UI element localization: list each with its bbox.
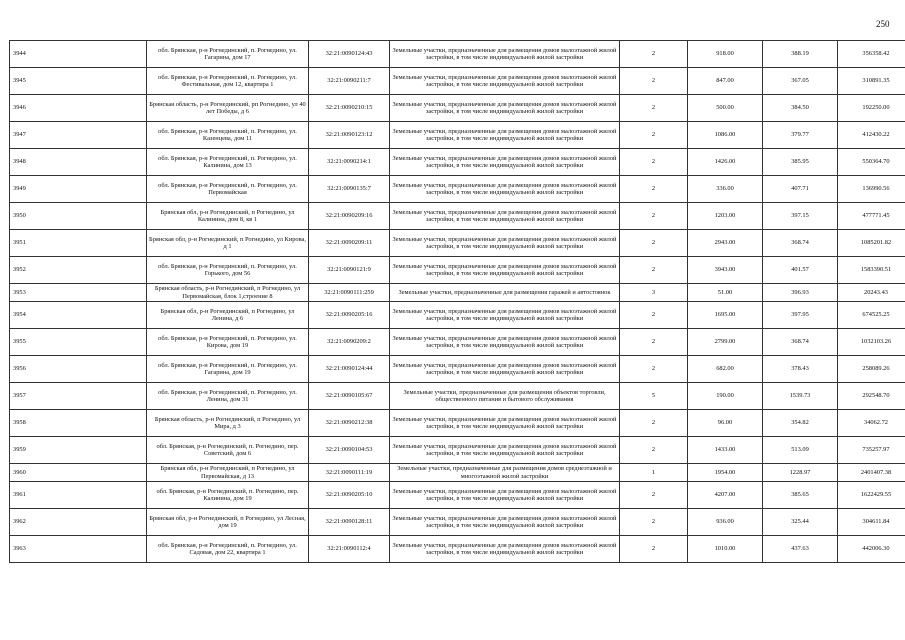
area-cell: 1954.00 — [688, 464, 763, 482]
cadastral-number-cell: 32:21:0090210:15 — [309, 95, 390, 122]
table-row — [10, 383, 905, 410]
row-number-cell: 3960 — [10, 464, 147, 482]
address-cell: Брянская обл, р-н Рогнединский, п Рогнедино, ул Первомайская, д 13 — [147, 464, 309, 482]
row-number-cell: 3953 — [10, 284, 147, 302]
area-cell: 847.00 — [688, 68, 763, 95]
land-use-type-cell: Земельные участки, предназначенные для размещения домов среднеэтажной и многоэтажной жилой застройки — [390, 464, 620, 482]
cadastral-number-cell: 32:21:0090214:1 — [309, 149, 390, 176]
table-row — [10, 230, 905, 257]
cadastral-number-cell: 32:21:0090124:43 — [309, 41, 390, 68]
address-cell: Брянская обл, р-н Рогнединский, п Рогнедино, ул Лесная, дом 19 — [147, 509, 309, 536]
land-use-type-cell: Земельные участки, предназначенные для размещения домов малоэтажной жилой застройки, в том числе индивидуальной жилой застройки — [390, 257, 620, 284]
table-row — [10, 68, 905, 95]
land-use-type-cell: Земельные участки, предназначенные для размещения домов малоэтажной жилой застройки, в том числе индивидуальной жилой застройки — [390, 536, 620, 563]
cadastral-value-cell: 310891.35 — [838, 68, 905, 95]
use-group-cell: 2 — [620, 410, 688, 437]
cadastral-number-cell: 32:21:0090135:7 — [309, 176, 390, 203]
table-row — [10, 536, 905, 563]
land-use-type-cell: Земельные участки, предназначенные для размещения домов малоэтажной жилой застройки, в том числе индивидуальной жилой застройки — [390, 410, 620, 437]
land-use-type-cell: Земельные участки, предназначенные для размещения домов малоэтажной жилой застройки, в том числе индивидуальной жилой застройки — [390, 41, 620, 68]
area-cell: 1695.00 — [688, 302, 763, 329]
cadastral-value-cell: 1622429.55 — [838, 482, 905, 509]
land-use-type-cell: Земельные участки, предназначенные для размещения домов малоэтажной жилой застройки, в том числе индивидуальной жилой застройки — [390, 203, 620, 230]
area-cell: 682.00 — [688, 356, 763, 383]
row-number-cell: 3944 — [10, 41, 147, 68]
table-row — [10, 41, 905, 68]
use-group-cell: 2 — [620, 509, 688, 536]
cadastral-number-cell: 32:21:0090209:16 — [309, 203, 390, 230]
cadastral-value-cell: 258089.26 — [838, 356, 905, 383]
row-number-cell: 3951 — [10, 230, 147, 257]
use-group-cell: 2 — [620, 329, 688, 356]
use-group-cell: 2 — [620, 302, 688, 329]
use-group-cell: 2 — [620, 122, 688, 149]
land-use-type-cell: Земельные участки, предназначенные для размещения домов малоэтажной жилой застройки, в том числе индивидуальной жилой застройки — [390, 95, 620, 122]
row-number-cell: 3958 — [10, 410, 147, 437]
row-number-cell: 3947 — [10, 122, 147, 149]
row-number-cell: 3956 — [10, 356, 147, 383]
land-use-type-cell: Земельные участки, предназначенные для размещения домов малоэтажной жилой застройки, в том числе индивидуальной жилой застройки — [390, 482, 620, 509]
specific-value-cell: 388.19 — [763, 41, 838, 68]
cadastral-number-cell: 32:21:0090205:10 — [309, 482, 390, 509]
cadastral-value-cell: 2401407.38 — [838, 464, 905, 482]
land-use-type-cell: Земельные участки, предназначенные для размещения домов малоэтажной жилой застройки, в том числе индивидуальной жилой застройки — [390, 356, 620, 383]
address-cell: Брянская обл, р-н Рогнединский, п Рогнедино, ул Кирова, д 1 — [147, 230, 309, 257]
area-cell: 3943.00 — [688, 257, 763, 284]
use-group-cell: 2 — [620, 437, 688, 464]
specific-value-cell: 437.63 — [763, 536, 838, 563]
address-cell: обл. Брянская, р-н Рогнединский, п. Рогнедино, пер. Калинина, дом 19 — [147, 482, 309, 509]
use-group-cell: 2 — [620, 203, 688, 230]
row-number-cell: 3961 — [10, 482, 147, 509]
cadastral-value-cell: 136990.56 — [838, 176, 905, 203]
use-group-cell: 5 — [620, 383, 688, 410]
cadastral-value-cell: 477771.45 — [838, 203, 905, 230]
specific-value-cell: 379.77 — [763, 122, 838, 149]
specific-value-cell: 378.43 — [763, 356, 838, 383]
row-number-cell: 3952 — [10, 257, 147, 284]
address-cell: обл. Брянская, р-н Рогнединский, п. Рогнедино, ул. Садовая, дом 22, квартира 1 — [147, 536, 309, 563]
use-group-cell: 2 — [620, 536, 688, 563]
specific-value-cell: 368.74 — [763, 329, 838, 356]
area-cell: 918.00 — [688, 41, 763, 68]
specific-value-cell: 354.82 — [763, 410, 838, 437]
land-use-type-cell: Земельные участки, предназначенные для размещения домов малоэтажной жилой застройки, в том числе индивидуальной жилой застройки — [390, 149, 620, 176]
cadastral-value-cell: 1085201.82 — [838, 230, 905, 257]
address-cell: Брянская обл, р-н Рогнединский, п Рогнедино, ул Калинина, дом 8, кв 1 — [147, 203, 309, 230]
table-row — [10, 482, 905, 509]
cadastral-value-cell: 735257.97 — [838, 437, 905, 464]
cadastral-value-cell: 34062.72 — [838, 410, 905, 437]
cadastral-number-cell: 32:21:0090111:19 — [309, 464, 390, 482]
area-cell: 500.00 — [688, 95, 763, 122]
cadastral-number-cell: 32:21:0090112:4 — [309, 536, 390, 563]
table-row — [10, 176, 905, 203]
cadastral-value-cell: 412430.22 — [838, 122, 905, 149]
cadastral-number-cell: 32:21:0090105:67 — [309, 383, 390, 410]
address-cell: обл. Брянская, р-н Рогнединский, п. Рогнедино, ул. Первомайская — [147, 176, 309, 203]
use-group-cell: 2 — [620, 257, 688, 284]
area-cell: 1433.00 — [688, 437, 763, 464]
row-number-cell: 3950 — [10, 203, 147, 230]
area-cell: 2943.00 — [688, 230, 763, 257]
specific-value-cell: 1539.73 — [763, 383, 838, 410]
area-cell: 190.00 — [688, 383, 763, 410]
address-cell: обл. Брянская, р-н Рогнединский, п. Рогнедино, ул. Фестивальная, дом 12, квартира 1 — [147, 68, 309, 95]
table-body — [10, 41, 905, 563]
specific-value-cell: 513.09 — [763, 437, 838, 464]
address-cell: Брянская область, р-н Рогнединский, рп Рогнедино, ул 40 лет Победы, д 6 — [147, 95, 309, 122]
cadastral-number-cell: 32:21:0090124:44 — [309, 356, 390, 383]
use-group-cell: 2 — [620, 149, 688, 176]
cadastral-value-cell: 20243.43 — [838, 284, 905, 302]
cadastral-value-cell: 292548.70 — [838, 383, 905, 410]
land-use-type-cell: Земельные участки, предназначенные для размещения домов малоэтажной жилой застройки, в том числе индивидуальной жилой застройки — [390, 176, 620, 203]
cadastral-number-cell: 32:21:0090209:2 — [309, 329, 390, 356]
row-number-cell: 3955 — [10, 329, 147, 356]
table-row — [10, 329, 905, 356]
row-number-cell: 3948 — [10, 149, 147, 176]
cadastral-value-cell: 1583390.51 — [838, 257, 905, 284]
cadastral-value-cell: 356358.42 — [838, 41, 905, 68]
row-number-cell: 3962 — [10, 509, 147, 536]
specific-value-cell: 384.50 — [763, 95, 838, 122]
cadastral-number-cell: 32:21:0090128:11 — [309, 509, 390, 536]
cadastral-value-cell: 550364.70 — [838, 149, 905, 176]
row-number-cell: 3946 — [10, 95, 147, 122]
land-use-type-cell: Земельные участки, предназначенные для размещения домов малоэтажной жилой застройки, в том числе индивидуальной жилой застройки — [390, 302, 620, 329]
table-row — [10, 464, 905, 482]
address-cell: обл. Брянская, р-н Рогнединский, п. Рогнедино, ул. Казенцева, дом 11 — [147, 122, 309, 149]
specific-value-cell: 396.93 — [763, 284, 838, 302]
specific-value-cell: 1228.97 — [763, 464, 838, 482]
use-group-cell: 2 — [620, 176, 688, 203]
cadastral-number-cell: 32:21:0090212:38 — [309, 410, 390, 437]
land-use-type-cell: Земельные участки, предназначенные для размещения домов малоэтажной жилой застройки, в том числе индивидуальной жилой застройки — [390, 230, 620, 257]
row-number-cell: 3949 — [10, 176, 147, 203]
table-row — [10, 149, 905, 176]
cadastral-number-cell: 32:21:0090121:9 — [309, 257, 390, 284]
row-number-cell: 3954 — [10, 302, 147, 329]
address-cell: обл. Брянская, р-н Рогнединский, п. Рогнедино, пер. Советский, дом 6 — [147, 437, 309, 464]
row-number-cell: 3959 — [10, 437, 147, 464]
page-number: 250 — [876, 19, 890, 29]
use-group-cell: 3 — [620, 284, 688, 302]
area-cell: 1010.00 — [688, 536, 763, 563]
land-use-type-cell: Земельные участки, предназначенные для размещения домов малоэтажной жилой застройки, в том числе индивидуальной жилой застройки — [390, 329, 620, 356]
area-cell: 2799.00 — [688, 329, 763, 356]
specific-value-cell: 368.74 — [763, 230, 838, 257]
specific-value-cell: 385.95 — [763, 149, 838, 176]
table-row — [10, 437, 905, 464]
use-group-cell: 2 — [620, 41, 688, 68]
row-number-cell: 3963 — [10, 536, 147, 563]
address-cell: обл. Брянская, р-н Рогнединский, п. Рогнедино, ул. Гагарина, дом 17 — [147, 41, 309, 68]
land-use-type-cell: Земельные участки, предназначенные для размещения домов малоэтажной жилой застройки, в том числе индивидуальной жилой застройки — [390, 509, 620, 536]
address-cell: обл. Брянская, р-н Рогнединский, п. Рогнедино, ул. Кирова, дом 19 — [147, 329, 309, 356]
address-cell: обл. Брянская, р-н Рогнединский, п. Рогнедино, ул. Ленина, дом 31 — [147, 383, 309, 410]
land-use-type-cell: Земельные участки, предназначенные для размещения объектов торговли, общественного питания и бытового обслуживания — [390, 383, 620, 410]
area-cell: 1086.00 — [688, 122, 763, 149]
table-row — [10, 257, 905, 284]
cadastral-number-cell: 32:21:0090123:12 — [309, 122, 390, 149]
use-group-cell: 2 — [620, 95, 688, 122]
cadastral-number-cell: 32:21:0090111:259 — [309, 284, 390, 302]
address-cell: обл. Брянская, р-н Рогнединский, п. Рогнедино, ул. Калинина, дом 13 — [147, 149, 309, 176]
table-row — [10, 95, 905, 122]
address-cell: Брянская обл, р-н Рогнединский, п Рогнедино, ул Ленина, д 6 — [147, 302, 309, 329]
address-cell: Брянская область, р-н Рогнединский, п Рогнедино, ул Мира, д 3 — [147, 410, 309, 437]
land-use-type-cell: Земельные участки, предназначенные для размещения домов малоэтажной жилой застройки, в том числе индивидуальной жилой застройки — [390, 68, 620, 95]
use-group-cell: 2 — [620, 356, 688, 383]
use-group-cell: 2 — [620, 68, 688, 95]
row-number-cell: 3957 — [10, 383, 147, 410]
table-row — [10, 410, 905, 437]
address-cell: Брянская область, р-н Рогнединский, п Рогнедино, ул Первомайская, блок 1,строение 8 — [147, 284, 309, 302]
specific-value-cell: 407.71 — [763, 176, 838, 203]
area-cell: 936.00 — [688, 509, 763, 536]
use-group-cell: 2 — [620, 482, 688, 509]
use-group-cell: 2 — [620, 230, 688, 257]
use-group-cell: 1 — [620, 464, 688, 482]
specific-value-cell: 367.05 — [763, 68, 838, 95]
specific-value-cell: 401.57 — [763, 257, 838, 284]
land-use-type-cell: Земельные участки, предназначенные для размещения гаражей и автостоянок — [390, 284, 620, 302]
cadastral-value-cell: 192250.00 — [838, 95, 905, 122]
cadastral-number-cell: 32:21:0090205:16 — [309, 302, 390, 329]
specific-value-cell: 397.95 — [763, 302, 838, 329]
table-row — [10, 284, 905, 302]
row-number-cell: 3945 — [10, 68, 147, 95]
cadastral-number-cell: 32:21:0090104:53 — [309, 437, 390, 464]
cadastral-value-cell: 674525.25 — [838, 302, 905, 329]
area-cell: 96.00 — [688, 410, 763, 437]
area-cell: 1426.00 — [688, 149, 763, 176]
address-cell: обл. Брянская, р-н Рогнединский, п. Рогнедино, ул. Гагарина, дом 19 — [147, 356, 309, 383]
table-row — [10, 122, 905, 149]
cadastral-number-cell: 32:21:0090209:11 — [309, 230, 390, 257]
table-row — [10, 302, 905, 329]
area-cell: 1203.00 — [688, 203, 763, 230]
address-cell: обл. Брянская, р-н Рогнединский, п. Рогнедино, ул. Горького, дом 56 — [147, 257, 309, 284]
specific-value-cell: 397.15 — [763, 203, 838, 230]
table-row — [10, 509, 905, 536]
land-use-type-cell: Земельные участки, предназначенные для размещения домов малоэтажной жилой застройки, в том числе индивидуальной жилой застройки — [390, 122, 620, 149]
specific-value-cell: 385.65 — [763, 482, 838, 509]
area-cell: 4207.00 — [688, 482, 763, 509]
specific-value-cell: 325.44 — [763, 509, 838, 536]
cadastral-number-cell: 32:21:0090211:7 — [309, 68, 390, 95]
area-cell: 336.00 — [688, 176, 763, 203]
table-row — [10, 203, 905, 230]
land-parcel-table — [9, 40, 905, 563]
cadastral-value-cell: 304611.84 — [838, 509, 905, 536]
land-use-type-cell: Земельные участки, предназначенные для размещения домов малоэтажной жилой застройки, в том числе индивидуальной жилой застройки — [390, 437, 620, 464]
cadastral-value-cell: 1032103.26 — [838, 329, 905, 356]
area-cell: 51.00 — [688, 284, 763, 302]
table-row — [10, 356, 905, 383]
cadastral-value-cell: 442006.30 — [838, 536, 905, 563]
